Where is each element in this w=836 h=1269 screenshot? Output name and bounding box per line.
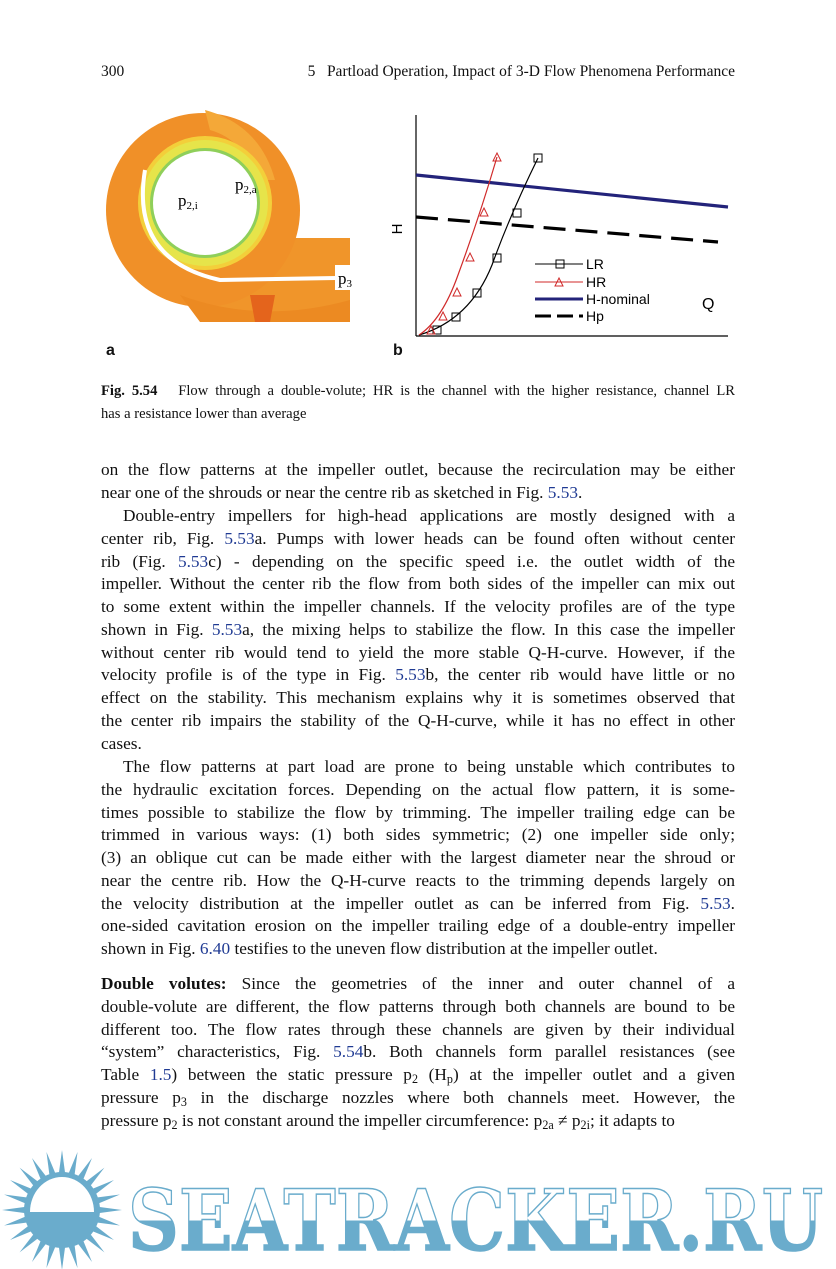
text-run: the center rib impairs the stability of the Q-H-curve, while it has no effect in other [101,710,735,730]
subscript: 3 [180,1094,187,1109]
paragraph-2 [101,505,735,755]
text-run: one-sided cavitation erosion on the impeller trailing edge of a double-entry impeller [101,916,735,936]
text-line [101,505,735,528]
paragraph-double-volutes [101,973,735,1132]
text-line [101,756,735,779]
text-line [101,1087,735,1110]
legend-hp: Hp [586,308,604,324]
cross-reference-link[interactable]: 5.53 [395,665,426,685]
text-run: times possible to stabilize the flow by trimming. The impeller trailing edge can be [101,802,735,822]
cross-reference-link[interactable]: 1.5 [149,1065,172,1084]
text-run: . [578,482,583,502]
cross-reference-link[interactable]: 6.40 [199,939,231,958]
text-line [101,824,735,847]
cross-reference-link[interactable]: 5.53 [211,619,243,639]
text-run: “system” characteristics, Fig. [101,1042,334,1062]
text-line [101,938,735,961]
p3-label: p3 [338,269,352,290]
h-nominal-line [416,175,728,207]
text-run: to some extent within the impeller channels. If the velocity profiles are of the type [101,597,735,616]
text-line [101,893,735,916]
text-run: trimmed in various ways: (1) both sides symmetric; (2) one impeller side only; [101,825,735,845]
text-run: . [730,893,735,913]
cross-reference-link[interactable]: 5.53 [177,551,209,571]
p2a-label: p2,a [235,175,257,196]
text-line [101,733,735,756]
caption-text: Flow through a double-volute; HR is the channel with the higher resistance, channel LR [178,383,735,399]
text-line [101,619,735,642]
text-line [101,1019,735,1042]
text-run: shown in Fig. [101,939,200,958]
text-run: ) at the impeller outlet and a given [452,1065,736,1084]
legend-lr: LR [586,256,604,272]
text-run: in the discharge nozzles where both channels meet. However, the [186,1087,736,1107]
cross-reference-link[interactable]: 5.53 [224,528,255,548]
text-run: double-volute are different, the flow patterns through both channels are bound to be [101,996,735,1016]
text-run: velocity profile is of the type in Fig. [101,665,396,685]
text-line [101,528,735,551]
paragraph-3 [101,756,735,961]
text-run: near the centre rib. How the Q-H-curve reacts to the trimming depends largely on [101,870,735,890]
text-line [101,1110,735,1133]
text-run: different too. The flow rates through these channels are given by their individual [101,1019,735,1039]
text-run: the hydraulic excitation forces. Depending on the actual flow pattern, it is some- [101,779,735,799]
cross-reference-link[interactable]: 5.53 [700,893,731,913]
paragraph-1 [101,459,735,505]
text-line [101,551,735,574]
hp-line [416,217,718,242]
text-run: the velocity distribution at the impeller outlet as can be inferred from Fig. [101,893,701,913]
text-run: pressure p [101,1110,172,1130]
subscript: p [446,1072,453,1087]
volute-contour-figure [100,110,370,335]
text-run: Table [101,1065,150,1084]
text-run: cases. [101,733,142,753]
subscript: 2i [580,1117,590,1132]
p2i-label: p2,i [178,191,198,212]
text-run: without center rib would tend to yield the more stable Q-H-curve. However, if the [101,642,735,662]
text-run: near one of the shrouds or near the centre rib as sketched in Fig. [101,482,548,502]
text-line [101,687,735,710]
text-line [101,596,735,619]
qh-characteristics-plot [380,105,740,345]
text-run: impeller. Without the center rib the flow from both sides of the impeller can mix out [101,574,735,594]
caption-label: Fig. 5.54 [101,383,158,399]
panel-b-label: b [393,342,403,359]
text-run: b. Both channels form parallel resistances (see [363,1042,735,1062]
text-run: b, the center rib would have little or no [425,665,735,685]
seatracker-watermark-logo [0,1148,836,1269]
legend-hr: HR [586,274,607,290]
text-run: ≠ p [553,1110,581,1130]
cross-reference-link[interactable]: 5.54 [333,1042,364,1062]
caption-text-2: has a resistance lower than average [101,405,307,422]
text-run: shown in Fig. [101,619,212,639]
watermark-text: SEATRACKER.RU [128,1171,823,1269]
text-line [101,1064,735,1087]
text-line [101,779,735,802]
subscript: 2a [542,1117,554,1132]
text-run: Since the geometries of the inner and outer channel of a [226,974,735,993]
text-run: The flow patterns at part load are prone to being unstable which contributes to [123,757,735,776]
text-run: (H [418,1065,447,1084]
cross-reference-link[interactable]: 5.53 [547,482,579,502]
text-line [101,802,735,825]
text-run: Double-entry impellers for high-head applications are mostly designed with a [123,506,735,525]
text-line [101,710,735,733]
text-run: a. Pumps with lower heads can be found often without center [254,528,735,548]
text-line [101,973,735,996]
text-line [101,642,735,665]
text-line [101,870,735,893]
text-run: is not constant around the impeller circumference: p [177,1110,543,1130]
text-run: (3) an oblique cut can be made either with the largest diameter near the shroud or [101,848,735,867]
run-in-heading: Double volutes: [101,974,227,993]
text-run: rib (Fig. [101,551,178,571]
text-run: c) - depending on the specific speed i.e. the outlet width of the [208,551,736,571]
figure-caption [101,382,735,428]
text-run: a, the mixing helps to stabilize the flow. In this case the impeller [242,619,736,639]
legend-h-nominal: H-nominal [586,291,650,307]
running-title: 5 Partload Operation, Impact of 3-D Flow Phenomena Performance [307,63,735,80]
x-axis-label: Q [702,296,715,313]
text-line [101,482,735,505]
subscript: 2 [171,1117,178,1132]
page-number: 300 [101,63,125,80]
text-line [101,996,735,1019]
text-line [101,664,735,687]
text-line [101,459,735,482]
panel-a-label: a [106,342,115,359]
text-run: ) between the static pressure p [171,1065,412,1084]
text-line [101,915,735,938]
y-axis-label: H [389,223,406,235]
text-run: pressure p [101,1087,181,1107]
text-line [101,573,735,596]
text-run: center rib, Fig. [101,528,225,548]
text-line [101,1041,735,1064]
legend [535,256,650,324]
text-run: effect on the stability. This mechanism explains why it is sometimes observed that [101,688,735,707]
subscript: 2 [411,1072,418,1087]
text-run: on the flow patterns at the impeller outlet, because the recirculation may be either [101,460,735,479]
text-run: testifies to the uneven flow distribution at the impeller outlet. [230,939,658,958]
text-run: ; it adapts to [589,1110,675,1130]
text-line [101,847,735,870]
